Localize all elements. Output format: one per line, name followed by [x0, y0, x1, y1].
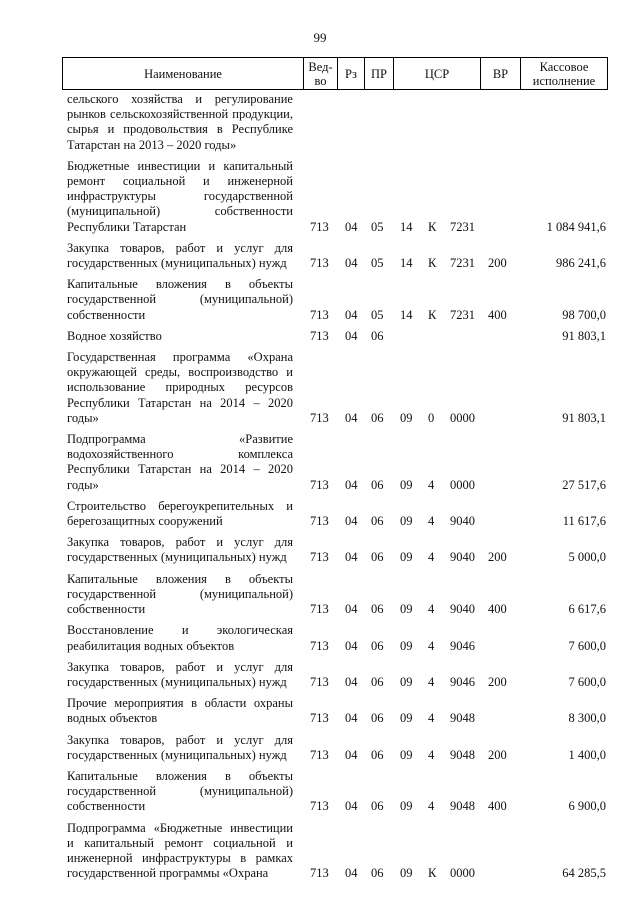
table-row	[67, 159, 612, 235]
pr-code: 06	[371, 410, 384, 425]
pr-code: 06	[371, 799, 384, 814]
pr-code: 06	[371, 747, 384, 762]
row-name: Бюджетные инвестиции и капитальный ремонт социальной и инженерной инфраструктуры государственной (муниципальной) собственности Республики Татарстан	[67, 158, 293, 234]
amount: 91 803,1	[562, 328, 606, 343]
csr-subprogram: 4	[428, 674, 435, 689]
csr-program: 09	[400, 514, 413, 529]
vr-code: 400	[488, 799, 507, 814]
rz-code: 04	[345, 514, 358, 529]
amount: 11 617,6	[562, 514, 606, 529]
rz-code: 04	[345, 674, 358, 689]
rz-code: 04	[345, 219, 358, 234]
csr-subprogram: К	[428, 307, 437, 322]
pr-code: 06	[371, 674, 384, 689]
rz-code: 04	[345, 410, 358, 425]
rz-code: 04	[345, 711, 358, 726]
ved-code: 713	[310, 638, 329, 653]
csr-program: 09	[400, 550, 413, 565]
pr-code: 06	[371, 866, 384, 881]
ved-code: 713	[310, 799, 329, 814]
pr-code: 06	[371, 550, 384, 565]
table-row	[67, 277, 612, 323]
header-name-label: Наименование	[144, 66, 222, 81]
rz-code: 04	[345, 799, 358, 814]
table-row	[67, 92, 612, 153]
ved-code: 713	[310, 747, 329, 762]
row-name: Государственная программа «Охрана окружающей среды, воспроизводство и использование природных ресурсов Республики Татарстан на 2014 – 2020 годы»	[67, 350, 293, 425]
amount: 5 000,0	[568, 550, 606, 565]
row-name: Восстановление и экологическая реабилитация водных объектов	[67, 623, 293, 653]
header-vr-label: ВР	[492, 66, 509, 81]
pr-code: 06	[371, 711, 384, 726]
csr-program: 09	[400, 638, 413, 653]
csr-direction: 7231	[450, 219, 475, 234]
ved-code: 713	[310, 711, 329, 726]
table-row	[67, 241, 612, 271]
vr-code: 200	[488, 256, 507, 271]
header-kassa-line2: исполнение	[532, 73, 596, 88]
header-rz-label: Рз	[345, 66, 357, 81]
row-name: сельского хозяйства и регулирование рынков сельскохозяйственной продукции, сырья и продовольствия в Республике Татарстан на 2013 – 2020 годы»	[67, 92, 293, 152]
amount: 6 617,6	[568, 602, 606, 617]
rz-code: 04	[345, 328, 358, 343]
ved-code: 713	[310, 477, 329, 492]
amount: 6 900,0	[568, 799, 606, 814]
header-ved	[304, 58, 338, 89]
ved-code: 713	[310, 307, 329, 322]
amount: 7 600,0	[568, 638, 606, 653]
rz-code: 04	[345, 866, 358, 881]
vr-code: 200	[488, 674, 507, 689]
csr-program: 09	[400, 674, 413, 689]
csr-subprogram: 4	[428, 711, 435, 726]
pr-code: 06	[371, 514, 384, 529]
csr-subprogram: 4	[428, 514, 435, 529]
csr-subprogram: К	[428, 256, 437, 271]
row-name: Закупка товаров, работ и услуг для государственных (муниципальных) нужд	[67, 659, 293, 689]
csr-direction: 0000	[450, 477, 475, 492]
header-rz	[338, 58, 365, 89]
amount: 27 517,6	[562, 477, 606, 492]
rz-code: 04	[345, 638, 358, 653]
csr-program: 14	[400, 256, 413, 271]
table-row	[67, 350, 612, 426]
csr-program: 09	[400, 477, 413, 492]
ved-code: 713	[310, 514, 329, 529]
csr-direction: 9040	[450, 602, 475, 617]
csr-direction: 7231	[450, 256, 475, 271]
rz-code: 04	[345, 550, 358, 565]
header-name	[63, 58, 304, 89]
table-row	[67, 432, 612, 493]
row-name: Подпрограмма «Развитие водохозяйственного комплекса Республики Татарстан на 2014 – 2020 годы»	[67, 432, 293, 492]
csr-subprogram: К	[428, 219, 437, 234]
csr-program: 14	[400, 219, 413, 234]
amount: 8 300,0	[568, 711, 606, 726]
amount: 91 803,1	[562, 410, 606, 425]
csr-direction: 0000	[450, 866, 475, 881]
csr-subprogram: 4	[428, 638, 435, 653]
csr-direction: 0000	[450, 410, 475, 425]
pr-code: 06	[371, 477, 384, 492]
table-row	[67, 696, 612, 726]
table-row	[67, 769, 612, 815]
row-name: Закупка товаров, работ и услуг для государственных (муниципальных) нужд	[67, 535, 293, 565]
csr-direction: 9048	[450, 747, 475, 762]
csr-program: 09	[400, 866, 413, 881]
ved-code: 713	[310, 866, 329, 881]
amount: 7 600,0	[568, 674, 606, 689]
table-row	[67, 329, 612, 344]
table-body	[67, 92, 612, 887]
csr-subprogram: 0	[428, 410, 435, 425]
amount: 986 241,6	[556, 256, 606, 271]
csr-direction: 9040	[450, 514, 475, 529]
amount: 64 285,5	[562, 866, 606, 881]
header-kassa-line1: Кассовое	[539, 59, 589, 74]
csr-program: 09	[400, 410, 413, 425]
pr-code: 05	[371, 307, 384, 322]
rz-code: 04	[345, 307, 358, 322]
header-ved-line2: во	[314, 73, 327, 88]
header-pr	[365, 58, 394, 89]
csr-direction: 9046	[450, 674, 475, 689]
csr-direction: 9048	[450, 799, 475, 814]
header-kassa	[521, 58, 607, 89]
row-name: Строительство берегоукрепительных и берегозащитных сооружений	[67, 498, 293, 529]
amount: 98 700,0	[562, 307, 606, 322]
header-csr	[394, 58, 481, 89]
pr-code: 05	[371, 256, 384, 271]
csr-subprogram: 4	[428, 477, 435, 492]
table-header	[62, 57, 608, 90]
csr-direction: 9048	[450, 711, 475, 726]
table-row	[67, 623, 612, 653]
csr-subprogram: 4	[428, 602, 435, 617]
header-csr-label: ЦСР	[424, 66, 450, 81]
csr-direction: 7231	[450, 307, 475, 322]
row-name: Закупка товаров, работ и услуг для государственных (муниципальных) нужд	[67, 240, 293, 271]
amount: 1 084 941,6	[546, 219, 606, 234]
table-row	[67, 660, 612, 690]
csr-program: 14	[400, 307, 413, 322]
rz-code: 04	[345, 747, 358, 762]
ved-code: 713	[310, 674, 329, 689]
row-name: Водное хозяйство	[67, 328, 162, 343]
row-name: Капитальные вложения в объекты государственной (муниципальной) собственности	[67, 277, 293, 322]
vr-code: 200	[488, 747, 507, 762]
ved-code: 713	[310, 550, 329, 565]
csr-subprogram: 4	[428, 550, 435, 565]
vr-code: 400	[488, 307, 507, 322]
pr-code: 06	[371, 638, 384, 653]
table-row	[67, 535, 612, 565]
csr-program: 09	[400, 799, 413, 814]
ved-code: 713	[310, 256, 329, 271]
ved-code: 713	[310, 602, 329, 617]
csr-subprogram: 4	[428, 747, 435, 762]
rz-code: 04	[345, 602, 358, 617]
row-name: Капитальные вложения в объекты государственной (муниципальной) собственности	[67, 571, 293, 617]
rz-code: 04	[345, 477, 358, 492]
row-name: Закупка товаров, работ и услуг для государственных (муниципальных) нужд	[67, 732, 293, 762]
amount: 1 400,0	[568, 747, 606, 762]
header-ved-line1: Вед-	[308, 59, 333, 74]
row-name: Капитальные вложения в объекты государственной (муниципальной) собственности	[67, 768, 293, 814]
csr-direction: 9046	[450, 638, 475, 653]
csr-subprogram: 4	[428, 799, 435, 814]
table-row	[67, 821, 612, 882]
csr-program: 09	[400, 747, 413, 762]
rz-code: 04	[345, 256, 358, 271]
table-row	[67, 572, 612, 618]
ved-code: 713	[310, 328, 329, 343]
row-name: Подпрограмма «Бюджетные инвестиции и капитальный ремонт социальной и инженерной инфраструктуры в рамках государственной программы «Охрана	[67, 820, 293, 881]
header-vr	[481, 58, 521, 89]
pr-code: 06	[371, 328, 384, 343]
vr-code: 400	[488, 602, 507, 617]
csr-direction: 9040	[450, 550, 475, 565]
pr-code: 05	[371, 219, 384, 234]
table-row	[67, 733, 612, 763]
pr-code: 06	[371, 602, 384, 617]
csr-program: 09	[400, 602, 413, 617]
header-pr-label: ПР	[371, 66, 387, 81]
csr-program: 09	[400, 711, 413, 726]
page-number: 99	[313, 30, 327, 45]
ved-code: 713	[310, 219, 329, 234]
ved-code: 713	[310, 410, 329, 425]
vr-code: 200	[488, 550, 507, 565]
csr-subprogram: К	[428, 866, 437, 881]
row-name: Прочие мероприятия в области охраны водных объектов	[67, 696, 293, 726]
table-row	[67, 499, 612, 529]
